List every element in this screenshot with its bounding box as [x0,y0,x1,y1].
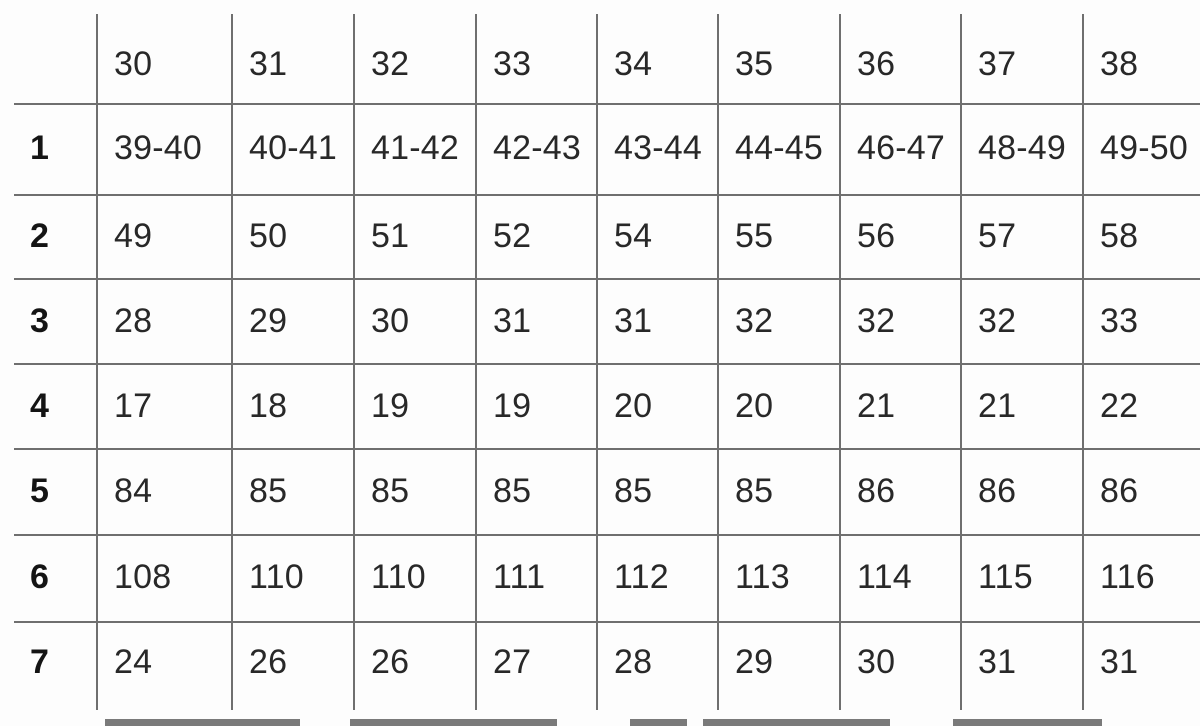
data-cell: 110 [249,558,304,596]
data-cell: 42-43 [493,129,581,167]
data-cell: 49-50 [1100,129,1188,167]
h-gridline [14,103,1200,105]
column-header-cell: 32 [371,45,410,83]
v-gridline [1082,14,1084,710]
data-cell: 115 [978,558,1033,596]
h-gridline [14,278,1200,280]
data-cell: 20 [735,387,774,425]
data-cell: 20 [614,387,653,425]
data-cell: 40-41 [249,129,337,167]
column-header-cell: 37 [978,45,1017,83]
data-cell: 24 [114,643,153,681]
row-label-cell: 4 [30,387,50,425]
data-cell: 39-40 [114,129,202,167]
data-cell: 43-44 [614,129,702,167]
data-cell: 50 [249,217,288,255]
data-cell: 54 [614,217,653,255]
data-cell: 48-49 [978,129,1066,167]
data-cell: 32 [735,302,774,340]
data-cell: 27 [493,643,532,681]
data-cell: 51 [371,217,410,255]
data-cell: 31 [493,302,532,340]
cropped-gridline-fragment [105,719,300,726]
data-cell: 84 [114,472,153,510]
data-cell: 28 [114,302,153,340]
data-cell: 41-42 [371,129,459,167]
data-cell: 57 [978,217,1017,255]
data-cell: 31 [614,302,653,340]
data-cell: 46-47 [857,129,945,167]
data-cell: 31 [1100,643,1139,681]
v-gridline [717,14,719,710]
v-gridline [231,14,233,710]
h-gridline [14,363,1200,365]
data-cell: 33 [1100,302,1139,340]
row-label-cell: 2 [30,217,50,255]
data-cell: 85 [249,472,288,510]
data-cell: 22 [1100,387,1139,425]
column-header-cell: 31 [249,45,288,83]
column-header-cell: 34 [614,45,653,83]
row-label-cell: 6 [30,558,50,596]
data-cell: 58 [1100,217,1139,255]
v-gridline [960,14,962,710]
data-cell: 52 [493,217,532,255]
data-cell: 49 [114,217,153,255]
row-label-cell: 1 [30,129,50,167]
data-cell: 44-45 [735,129,823,167]
data-cell: 26 [249,643,288,681]
data-cell: 116 [1100,558,1155,596]
row-label-cell: 3 [30,302,50,340]
data-cell: 28 [614,643,653,681]
h-gridline [14,194,1200,196]
cropped-gridline-fragment [350,719,557,726]
data-cell: 114 [857,558,912,596]
row-label-cell: 7 [30,643,50,681]
v-gridline [839,14,841,710]
data-cell: 110 [371,558,426,596]
v-gridline [596,14,598,710]
data-cell: 26 [371,643,410,681]
column-header-cell: 38 [1100,45,1139,83]
data-cell: 18 [249,387,288,425]
data-cell: 17 [114,387,153,425]
data-cell: 30 [371,302,410,340]
data-cell: 55 [735,217,774,255]
cropped-gridline-fragment [953,719,1102,726]
data-cell: 30 [857,643,896,681]
h-gridline [14,448,1200,450]
data-cell: 29 [249,302,288,340]
data-cell: 85 [735,472,774,510]
data-cell: 21 [857,387,896,425]
data-cell: 85 [371,472,410,510]
column-header-cell: 35 [735,45,774,83]
data-cell: 111 [493,558,546,596]
h-gridline [14,534,1200,536]
v-gridline [475,14,477,710]
cropped-gridline-fragment [703,719,890,726]
data-cell: 19 [371,387,410,425]
data-cell: 113 [735,558,790,596]
data-cell: 21 [978,387,1017,425]
data-cell: 32 [857,302,896,340]
data-cell: 85 [614,472,653,510]
row-label-cell: 5 [30,472,50,510]
data-cell: 19 [493,387,532,425]
column-header-cell: 33 [493,45,532,83]
data-cell: 32 [978,302,1017,340]
data-cell: 31 [978,643,1017,681]
data-cell: 56 [857,217,896,255]
data-cell: 112 [614,558,669,596]
data-cell: 86 [1100,472,1139,510]
h-gridline [14,621,1200,623]
v-gridline [353,14,355,710]
data-cell: 108 [114,558,172,596]
column-header-cell: 36 [857,45,896,83]
cropped-gridline-fragment [630,719,687,726]
data-cell: 86 [978,472,1017,510]
data-cell: 29 [735,643,774,681]
column-header-cell: 30 [114,45,153,83]
data-cell: 86 [857,472,896,510]
v-gridline [96,14,98,710]
data-cell: 85 [493,472,532,510]
